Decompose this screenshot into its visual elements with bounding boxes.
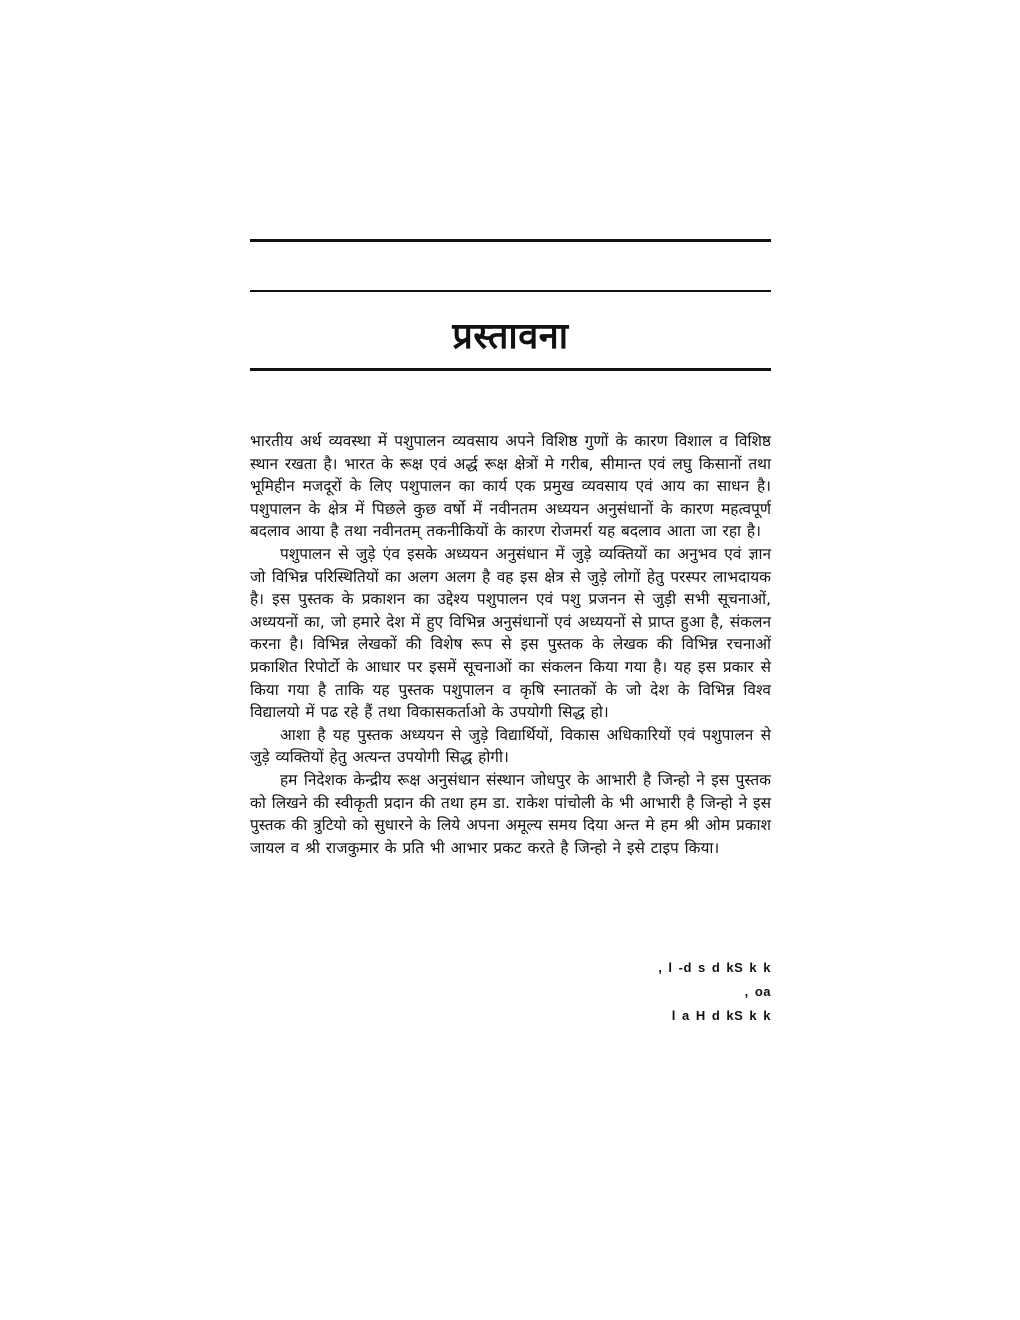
preface-body bbox=[250, 430, 771, 859]
signature-line-1: , l -d s d kS k k bbox=[658, 960, 771, 975]
title-bottom-rule bbox=[250, 368, 771, 371]
signature-line-2: , oa bbox=[744, 984, 771, 999]
paragraph-3: आशा है यह पुस्तक अध्ययन से जुड़े विद्यार्थियों, विकास अधिकारियों एवं पशुपालन से जुड़े व्यक्तियों हेतु अत्यन्त उपयोगी सिद्ध होगी। bbox=[250, 725, 771, 767]
paragraph-1: भारतीय अर्थ व्यवस्था में पशुपालन व्यवसाय अपने विशिष्ठ गुणों के कारण विशाल व विशिष्ठ स्थान रखता है। भारत के रूक्ष एवं अर्द्ध रूक्ष क्षेत्रों मे गरीब, सीमान्त एवं लघु किसानों तथा भूमिहीन मजदूरों के लिए पशुपालन का कार्य एक प्रमुख व्यवसाय एवं आय का साधन है। पशुपालन के क्षेत्र में पिछले कुछ वर्षो में नवीनतम अध्ययन अनुसंधानों के कारण महत्वपूर्ण बदलाव आया है तथा नवीनतम् तकनीकियों के कारण रोजमर्रा यह बदलाव आता जा रहा है। bbox=[250, 432, 771, 541]
page-title: प्रस्तावना bbox=[452, 316, 569, 357]
paragraph-2: पशुपालन से जुड़े एंव इसके अध्ययन अनुसंधान में जुड़े व्यक्तियों का अनुभव एवं ज्ञान जो विभिन्न परिस्थितियों का अलग अलग है वह इस क्षेत्र से जुड़े लोगों हेतु परस्पर लाभदायक है। इस पुस्तक के प्रकाशन का उद्देश्य पशुपालन एवं पशु प्रजनन से जुड़ी सभी सूचनाओं, अध्ययनों का, जो हमारे देश में हुए विभिन्न अनुसंधानों एवं अध्ययनों से प्राप्त हुआ है, संकलन करना है। विभिन्न लेखकों की विशेष रूप से इस पुस्तक के लेखक की विभिन्न रचनाओं प्रकाशित रिपोर्टो के आधार पर इसमें सूचनाओं का संकलन किया गया है। यह इस प्रकार से किया गया है ताकि यह पुस्तक पशुपालन व कृषि स्नातकों के जो देश के विभिन्न विश्व विद्यालयो में पढ रहे हैं तथा विकासकर्ताओ के उपयोगी सिद्ध हो। bbox=[250, 544, 771, 722]
title-top-rule bbox=[250, 290, 771, 292]
author-signature-block bbox=[500, 958, 771, 1030]
signature-line-3: l a H d kS k k bbox=[671, 1008, 771, 1023]
paragraph-4: हम निदेशक केन्द्रीय रूक्ष अनुसंधान संस्थान जोधपुर के आभारी है जिन्हो ने इस पुस्तक को लिखने की स्वीकृती प्रदान की तथा हम डा. राकेश पांचोली के भी आभारी है जिन्हो ने इस पुस्तक की त्रुटियो को सुधारने के लिये अपना अमूल्य समय दिया अन्त मे हम श्री ओम प्रकाश जायल व श्री राजकुमार के प्रति भी आभार प्रकट करते है जिन्हो ने इसे टाइप किया। bbox=[250, 770, 771, 857]
top-rule bbox=[250, 239, 771, 242]
